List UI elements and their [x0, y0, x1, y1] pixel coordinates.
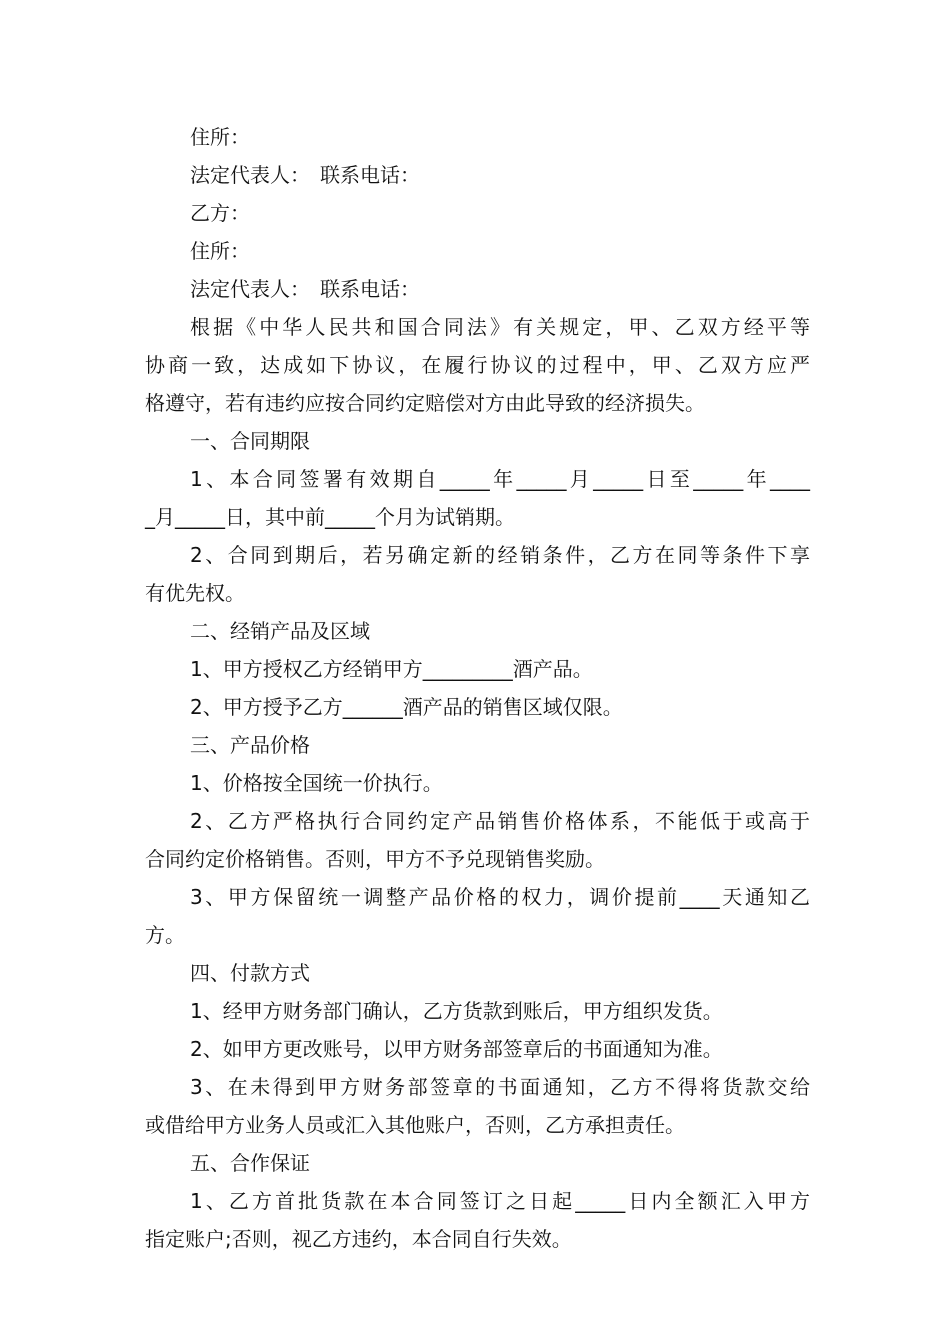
text-line: 指定账户;否则，视乙方违约，本合同自行失效。: [145, 1227, 572, 1251]
text-line: _月_____日，其中前_____个月为试销期。: [145, 505, 515, 529]
section-heading: 一、合同期限: [190, 429, 310, 453]
section-heading: 五、合作保证: [190, 1151, 310, 1175]
text-line: 1、甲方授权乙方经销甲方_________酒产品。: [190, 657, 593, 681]
text-line: 1、价格按全国统一价执行。: [190, 771, 443, 795]
text-line: 合同约定价格销售。否则，甲方不予兑现销售奖励。: [145, 847, 605, 871]
text-line: 或借给甲方业务人员或汇入其他账户，否则，乙方承担责任。: [145, 1113, 685, 1137]
document-page: [145, 118, 810, 1258]
text-line: 3、甲方保留统一调整产品价格的权力，调价提前____天通知乙: [190, 885, 810, 909]
text-line: 1、经甲方财务部门确认，乙方货款到账后，甲方组织发货。: [190, 999, 723, 1023]
section-heading: 二、经销产品及区域: [190, 619, 370, 643]
text-line: 乙方：: [190, 201, 250, 225]
text-line: 2、合同到期后，若另确定新的经销条件，乙方在同等条件下享: [190, 543, 810, 567]
text-line: 法定代表人： 联系电话：: [190, 163, 420, 187]
text-line: 有优先权。: [145, 581, 245, 605]
text-line: 方。: [145, 923, 185, 947]
text-line: 1、乙方首批货款在本合同签订之日起_____日内全额汇入甲方: [190, 1189, 810, 1213]
text-line: 住所：: [190, 239, 250, 263]
text-line: 住所：: [190, 125, 250, 149]
text-line: 2、如甲方更改账号，以甲方财务部签章后的书面通知为准。: [190, 1037, 723, 1061]
text-line: 法定代表人： 联系电话：: [190, 277, 420, 301]
text-line: 协商一致，达成如下协议，在履行协议的过程中，甲、乙双方应严: [145, 353, 810, 377]
section-heading: 四、付款方式: [190, 961, 310, 985]
text-line: 1、本合同签署有效期自_____年_____月_____日至_____年____: [190, 467, 810, 491]
section-heading: 三、产品价格: [190, 733, 310, 757]
text-line: 2、乙方严格执行合同约定产品销售价格体系，不能低于或高于: [190, 809, 810, 833]
text-line: 格遵守，若有违约应按合同约定赔偿对方由此导致的经济损失。: [145, 391, 705, 415]
text-line: 3、在未得到甲方财务部签章的书面通知，乙方不得将货款交给: [190, 1075, 810, 1099]
text-line: 根据《中华人民共和国合同法》有关规定，甲、乙双方经平等: [190, 315, 810, 339]
text-line: 2、甲方授予乙方______酒产品的销售区域仅限。: [190, 695, 623, 719]
